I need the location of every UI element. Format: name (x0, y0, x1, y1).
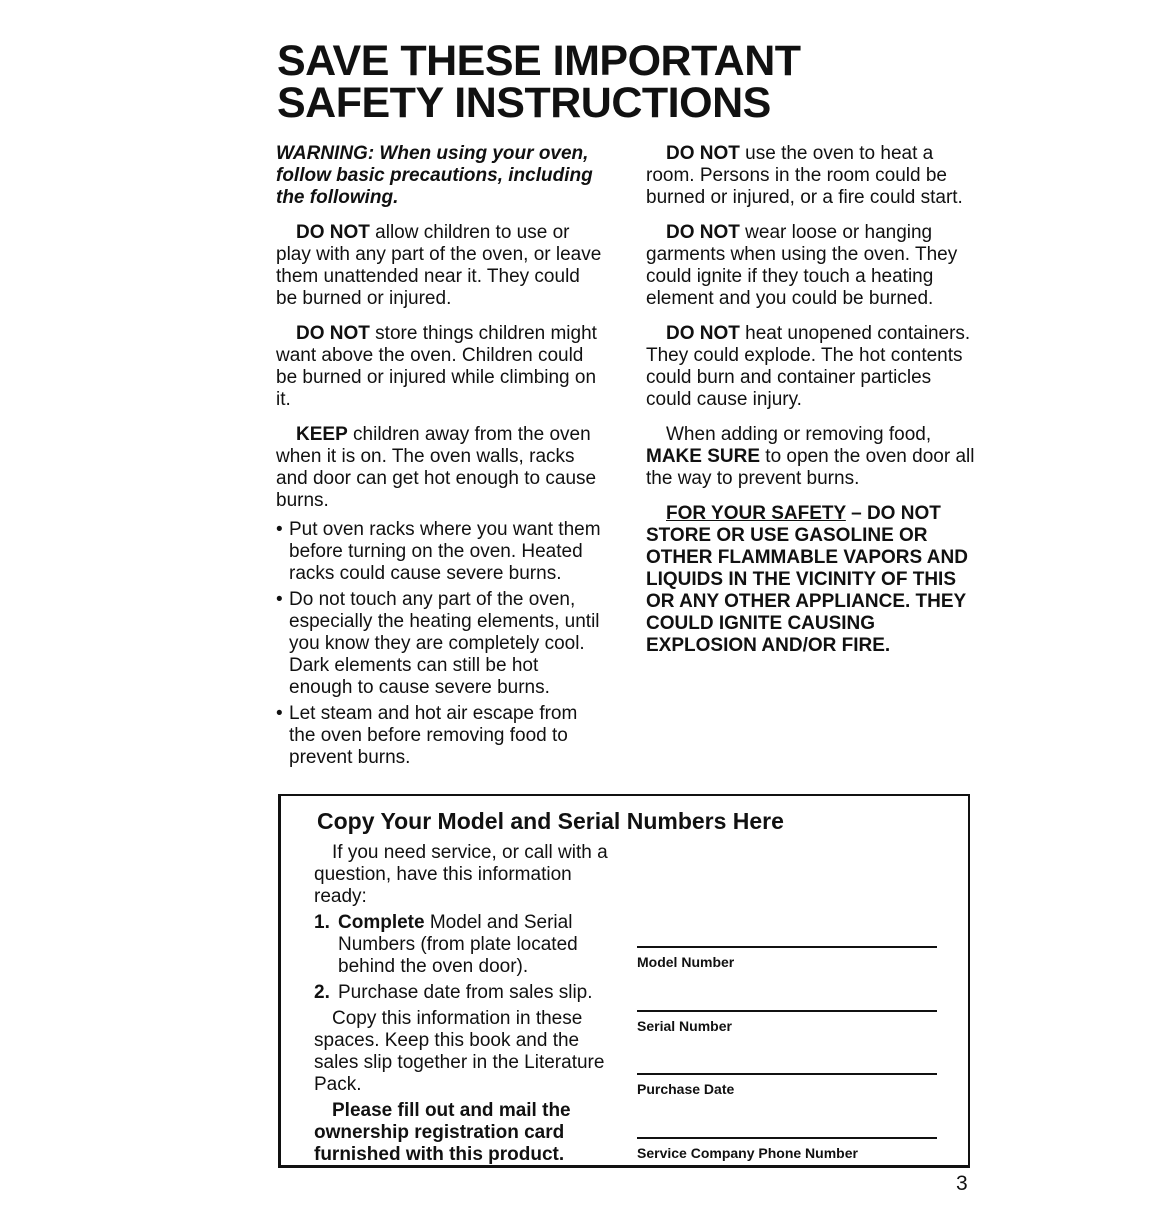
paragraph-containers (646, 323, 976, 411)
box-instructions (314, 842, 622, 1170)
paragraph-lead: DO NOT (296, 222, 370, 243)
title-line-1: SAVE THESE IMPORTANT (277, 37, 801, 85)
box-intro: If you need service, or call with a question, have this information ready: (314, 842, 608, 907)
step-body: Purchase date from sales slip. (338, 982, 593, 1003)
paragraph-heat-room (646, 143, 976, 209)
safety-warning (646, 503, 976, 657)
paragraph-lead: DO NOT (296, 323, 370, 344)
purchase-date-field[interactable] (637, 1073, 937, 1097)
paragraph-body: heat unopened containers. They could explode. The hot contents could burn and container particles could cause injury. (646, 323, 971, 410)
steps-list (314, 912, 622, 1004)
model-number-field[interactable] (637, 946, 937, 970)
step-item (314, 982, 622, 1004)
paragraph-body: children away from the oven when it is on. The oven walls, racks and door can get hot enough to cause burns. (276, 424, 597, 511)
right-column (646, 143, 976, 657)
step-body: Model and Serial Numbers (from plate located behind the oven door). (338, 912, 578, 977)
safety-heading: FOR YOUR SAFETY (666, 503, 846, 524)
left-column (276, 143, 606, 773)
field-line (637, 1010, 937, 1012)
field-label: Model Number (637, 954, 735, 970)
field-line (637, 1137, 937, 1139)
paragraph-children-use (276, 222, 606, 310)
step-item (314, 912, 622, 978)
warning-text: WARNING: When using your oven, follow basic precautions, including the following. (276, 143, 593, 208)
paragraph-body: store things children might want above the oven. Children could be burned or injured while climbing on it. (276, 323, 597, 410)
bullet-item: • Do not touch any part of the oven, especially the heating elements, until you know they are completely cool. Dark elements can still be hot enough to cause severe burns. (276, 589, 606, 699)
field-label: Purchase Date (637, 1081, 735, 1097)
paragraph-lead: MAKE SURE (646, 446, 761, 467)
service-phone-field[interactable] (637, 1137, 937, 1161)
field-line (637, 946, 937, 948)
paragraph-body: wear loose or hanging garments when using the oven. They could ignite if they touch a heating element and you could be burned. (646, 222, 958, 309)
paragraph-body: to open the oven door all the way to prevent burns. (646, 446, 975, 489)
box-mail-note: Please fill out and mail the ownership registration card furnished with this product. (314, 1100, 571, 1165)
paragraph-pre: When adding or removing food, (666, 424, 932, 445)
paragraph-lead: DO NOT (666, 222, 740, 243)
paragraph-body: use the oven to heat a room. Persons in the room could be burned or injured, or a fire could start. (646, 143, 963, 208)
title-line-2: SAFETY INSTRUCTIONS (277, 79, 771, 127)
field-line (637, 1073, 937, 1075)
step-number: 2. (314, 982, 330, 1003)
step-number: 1. (314, 912, 330, 933)
page-number: 3 (956, 1172, 968, 1195)
page-title (277, 37, 801, 127)
bullet-item: • Put oven racks where you want them before turning on the oven. Heated racks could cause severe burns. (276, 519, 606, 585)
paragraph-lead: DO NOT (666, 143, 740, 164)
paragraph-make-sure (646, 424, 976, 490)
safety-body: – DO NOT STORE OR USE GASOLINE OR OTHER FLAMMABLE VAPORS AND LIQUIDS IN THE VICINITY OF THIS OR ANY OTHER APPLIANCE. THEY COULD IGNITE CAUSING EXPLOSION AND/OR FIRE. (646, 503, 968, 656)
paragraph-keep-away (276, 424, 606, 512)
serial-number-field[interactable] (637, 1010, 937, 1034)
paragraph-garments (646, 222, 976, 310)
bullet-item: • Let steam and hot air escape from the oven before removing food to prevent burns. (276, 703, 606, 769)
paragraph-storage (276, 323, 606, 411)
field-label: Serial Number (637, 1018, 732, 1034)
box-title: Copy Your Model and Serial Numbers Here (317, 808, 784, 834)
paragraph-lead: KEEP (296, 424, 348, 445)
paragraph-lead: DO NOT (666, 323, 740, 344)
paragraph-body: allow children to use or play with any part of the oven, or leave them unattended near it. They could be burned or injured. (276, 222, 602, 309)
bullet-list (276, 519, 606, 769)
box-copy-text: Copy this information in these spaces. Keep this book and the sales slip together in the Literature Pack. (314, 1008, 605, 1095)
step-lead: Complete (338, 912, 425, 933)
model-serial-box (278, 794, 970, 1168)
field-label: Service Company Phone Number (637, 1145, 858, 1161)
